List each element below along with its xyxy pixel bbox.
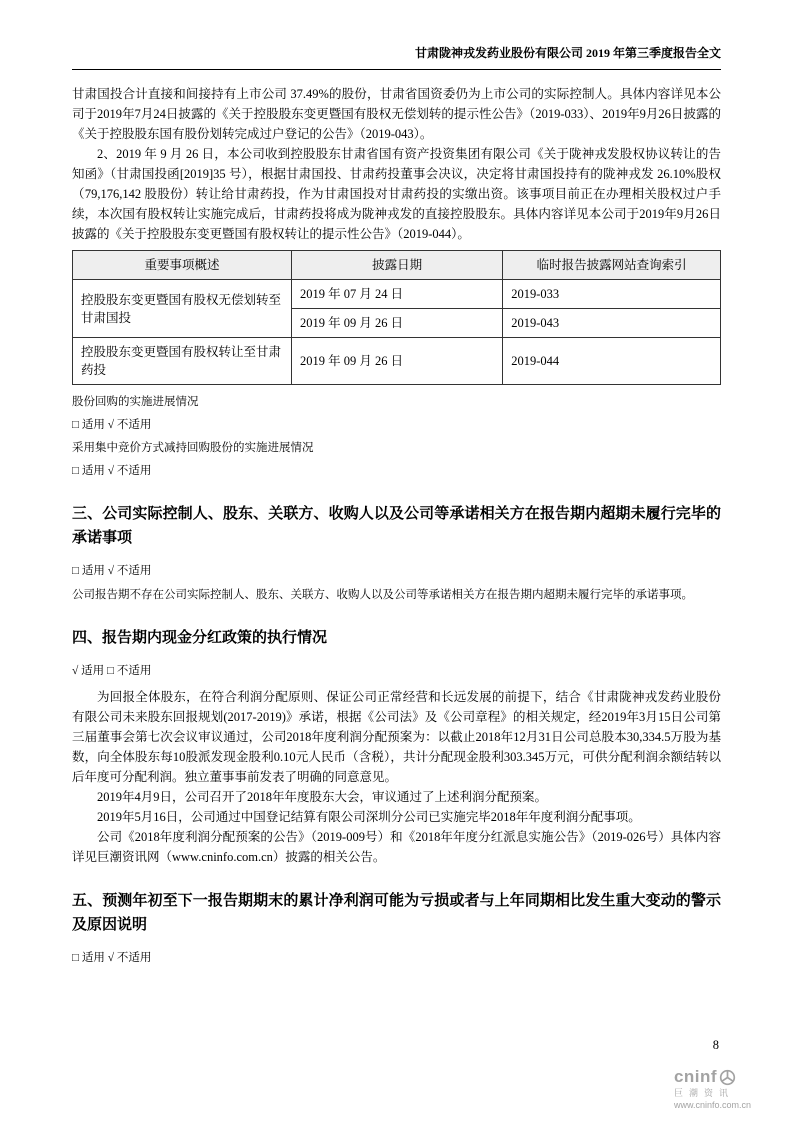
section-4-paragraph: 为回报全体股东，在符合利润分配原则、保证公司正常经营和长远发展的前提下，结合《甘肃陇神戎发药业股份有限公司未来股东回报规划(2017-2019)》承诺，根据《公司法》及《公司章程》的相关规定，经2019年3月15日公司第三届董事会第七次会议审议通过，公司2018年度利润分配预案为：以截止2018年12月31日公司总股本30,334.5万股为基数，向全体股东每10股派发现金股利0.10元人民币（含税），共计分配现金股利303.345万元，可供分配利润余额结转以后年度可分配利润。独立董事事前发表了明确的同意意见。 — [72, 690, 721, 784]
header-title: 甘肃陇神戎发药业股份有限公司 2019 年第三季度报告全文 — [414, 46, 721, 60]
buyback-reduction-applicability: □ 适用 √ 不适用 — [72, 465, 152, 477]
cell-report-index: 2019-033 — [503, 280, 721, 309]
buyback-reduction-title: 采用集中竞价方式减持回购股份的实施进展情况 — [72, 442, 314, 454]
section-3-applicability: □ 适用 √ 不适用 — [72, 565, 152, 577]
cninfo-cn-name: 巨潮资讯 — [673, 1087, 734, 1098]
section-3-note: 公司报告期不存在公司实际控制人、股东、关联方、收购人以及公司等承诺相关方在报告期内超期未履行完毕的承诺事项。 — [72, 589, 693, 601]
share-transfer-paragraph-1: 甘肃国投合计直接和间接持有上市公司 37.49%的股份，甘肃省国资委仍为上市公司的实际控制人。具体内容详见本公司于2019年7月24日披露的《关于控股股东变更暨国有股权无偿划转的提示性公告》（2019-033）、2019年9月26日披露的《关于控股股东国有股份划转完成过户登记的公告》（2019-043）。 — [72, 87, 721, 141]
cninfo-logo — [674, 1068, 751, 1110]
col-header-summary: 重要事项概述 — [73, 251, 292, 280]
cninfo-url: www.cninfo.com.cn — [673, 1099, 751, 1110]
section-3-heading: 三、公司实际控制人、股东、关联方、收购人以及公司等承诺相关方在报告期内超期未履行完毕的承诺事项 — [72, 506, 721, 546]
cell-disclosure-date: 2019 年 07 月 24 日 — [292, 280, 503, 309]
table-header-row — [73, 251, 721, 280]
cninfo-wordmark-row — [674, 1068, 751, 1087]
table-row — [73, 338, 721, 385]
section-4-paragraph: 2019年5月16日，公司通过中国登记结算有限公司深圳分公司已实施完毕2018年年度利润分配事项。 — [97, 810, 641, 824]
cell-event-summary: 控股股东变更暨国有股权无偿划转至甘肃国投 — [73, 280, 292, 338]
buyback-progress-title: 股份回购的实施进展情况 — [72, 396, 199, 408]
cell-disclosure-date: 2019 年 09 月 26 日 — [292, 338, 503, 385]
page-number: 8 — [712, 1038, 719, 1052]
col-header-index: 临时报告披露网站查询索引 — [503, 251, 721, 280]
table-row — [73, 280, 721, 309]
cell-report-index: 2019-044 — [503, 338, 721, 385]
share-transfer-paragraph-2: 2、2019 年 9 月 26 日，本公司收到控股股东甘肃省国有资产投资集团有限公司《关于陇神戎发股权协议转让的告知函》（甘肃国投函[2019]35 号），根据甘肃国投、甘肃药投董事会决议，决定将甘肃国投持有的陇神戎发 26.10%股权（79,176,142 股股份）转让给甘肃药投，作为甘肃国投对甘肃药投的实缴出资。该事项目前正在办理相关股权过户手续，本次国有股权转让实施完成后，甘肃药投将成为陇神戎发的直接控股股东。具体内容详见本公司于2019年9月26日披露的《关于控股股东变更暨国有股权转让的提示性公告》（2019-044）。 — [72, 147, 721, 241]
buyback-progress-applicability: □ 适用 √ 不适用 — [72, 419, 152, 431]
section-4-paragraph: 公司《2018年度利润分配预案的公告》（2019-009号）和《2018年年度分红派息实施公告》（2019-026号）具体内容详见巨潮资讯网（www.cninfo.com.cn）披露的相关公告。 — [72, 830, 721, 864]
cell-report-index: 2019-043 — [503, 309, 721, 338]
cninfo-wordmark: cninf — [673, 1067, 718, 1086]
cell-event-summary: 控股股东变更暨国有股权转让至甘肃药投 — [73, 338, 292, 385]
col-header-date: 披露日期 — [292, 251, 503, 280]
cell-disclosure-date: 2019 年 09 月 26 日 — [292, 309, 503, 338]
major-events-table — [72, 250, 721, 385]
section-4-heading: 四、报告期内现金分红政策的执行情况 — [72, 630, 328, 646]
section-4-paragraph: 2019年4月9日，公司召开了2018年年度股东大会，审议通过了上述利润分配预案。 — [97, 790, 548, 804]
cninfo-globe-icon — [719, 1069, 736, 1086]
section-4-applicability: √ 适用 □ 不适用 — [72, 665, 152, 677]
section-4-body — [72, 687, 721, 867]
section-5-heading: 五、预测年初至下一报告期期末的累计净利润可能为亏损或者与上年同期相比发生重大变动的警示及原因说明 — [72, 893, 721, 933]
page-header — [72, 44, 721, 70]
section-5-applicability: □ 适用 √ 不适用 — [72, 952, 152, 964]
